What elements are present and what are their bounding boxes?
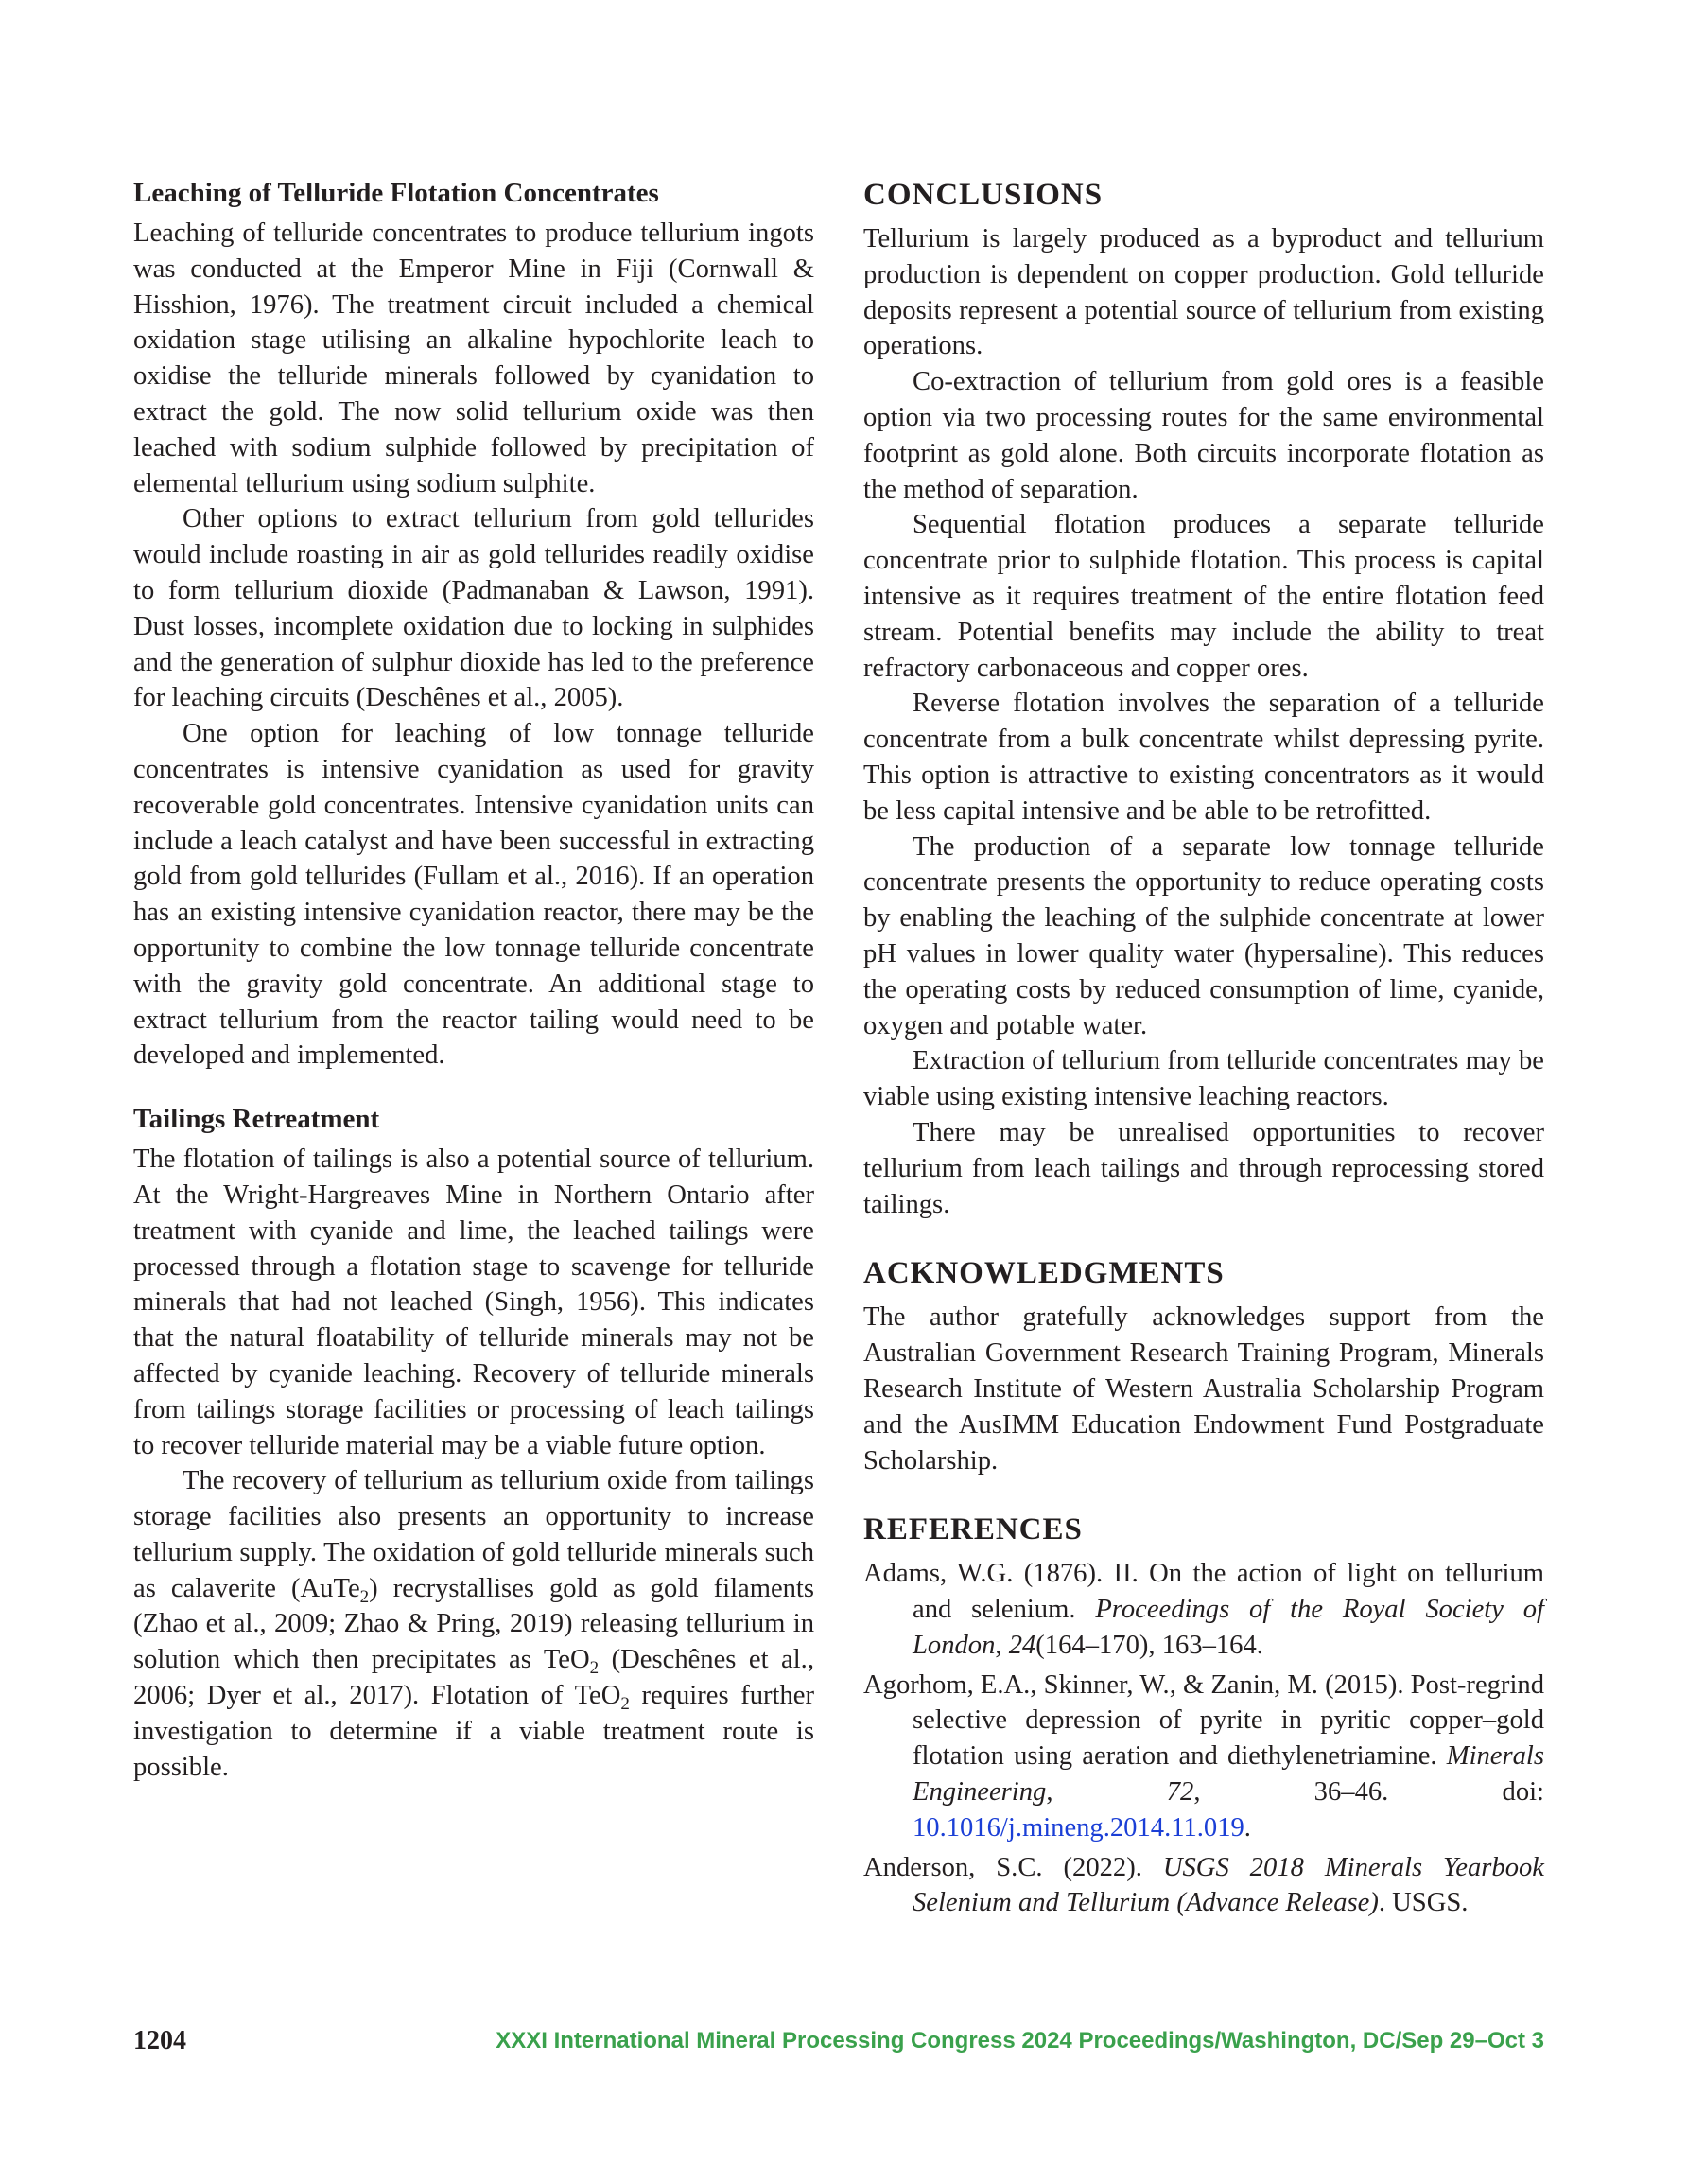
paragraph: Extraction of tellurium from telluride concentrates may be viable using existing intensive leaching reactors.	[863, 1046, 1544, 1112]
paragraph: Tellurium is largely produced as a byproduct and tellurium production is dependent on copper production. Gold telluride deposits represent a potential source of tellurium from existing operations.	[863, 224, 1544, 361]
doi-link[interactable]: 10.1016/j.mineng.2014.11.019	[913, 1812, 1244, 1843]
paragraph: Sequential flotation produces a separate telluride concentrate prior to sulphide flotation. This process is capital intensive as it requires treatment of the entire flotation feed stream. Potential benefits may include the ability to treat refractory carbonaceous and copper ores.	[863, 510, 1544, 683]
subscript: 2	[589, 1658, 600, 1679]
page-number: 1204	[133, 2026, 186, 2055]
paragraph: Reverse flotation involves the separation of a telluride concentrate from a bulk concentrate whilst depressing pyrite. This option is attractive to existing concentrators as it would be less capital intensive and be able to be retrofitted.	[863, 689, 1544, 826]
paragraph: There may be unrealised opportunities to recover tellurium from leach tailings and through reprocessing stored tailings.	[863, 1117, 1544, 1219]
acknowledgments-heading: ACKNOWLEDGMENTS	[863, 1256, 1225, 1291]
right-column	[863, 176, 1544, 1925]
paragraph: One option for leaching of low tonnage telluride concentrates is intensive cyanidation as used for gravity recoverable gold concentrates. Intensive cyanidation units can include a leach catalyst and have been successful in extracting gold from gold tellurides (Fullam et al., 2016). If an operation has an existing intensive cyanidation reactor, there may be the opportunity to combine the low tonnage telluride concentrate with the gravity gold concentrate. An additional stage to extract tellurium from the reactor tailing would need to be developed and implemented.	[133, 719, 814, 1071]
paragraph: The recovery of tellurium as tellurium oxide from tailings storage facilities also presents an opportunity to increase tellurium supply. The oxidation of gold telluride minerals such as calaverite (AuTe$_2$) recrystallises gold as gold filaments (Zhao et al., 2009; Zhao & Pring, 2019) releasing tellurium in solution which then precipitates as TeO$_2$ (Deschênes et al., 2006; Dyer et al., 2017). Flotation of TeO$_2$ requires further investigation to determine if a viable treatment route is possible.	[133, 1466, 815, 1782]
running-title: XXXI International Mineral Processing Congress 2024 Proceedings/Washington, DC/Sep 29–Oct 3	[496, 2028, 1544, 2053]
paragraph: The production of a separate low tonnage telluride concentrate presents the opportunity to reduce operating costs by enabling the leaching of the sulphide concentrate at lower pH values in lower quality water (hypersaline). This reduces the operating costs by reduced consumption of lime, cyanide, oxygen and potable water.	[863, 831, 1544, 1040]
reference-item: Anderson, S.C. (2022). USGS 2018 Minerals Yearbook Selenium and Tellurium (Advance Release). USGS.	[863, 1852, 1544, 1918]
section-heading-leaching: Leaching of Telluride Flotation Concentrates	[133, 178, 659, 208]
subscript: 2	[620, 1694, 630, 1715]
references-heading: REFERENCES	[863, 1512, 1083, 1547]
section-heading-tailings: Tailings Retreatment	[133, 1104, 380, 1135]
reference-item: Adams, W.G. (1876). II. On the action of light on tellurium and selenium. Proceedings of the Royal Society of London, 24(164–170), 163–164.	[863, 1559, 1544, 1660]
conclusions-heading: CONCLUSIONS	[863, 178, 1104, 212]
paragraph: Co-extraction of tellurium from gold ores is a feasible option via two processing routes for the same environmental footprint as gold alone. Both circuits incorporate flotation as the method of separation.	[863, 367, 1544, 504]
page-footer	[133, 2026, 1544, 2064]
paragraph: Other options to extract tellurium from gold tellurides would include roasting in air as gold tellurides readily oxidise to form tellurium dioxide (Padmanaban & Lawson, 1991). Dust losses, incomplete oxidation due to locking in sulphides and the generation of sulphur dioxide has led to the preference for leaching circuits (Deschênes et al., 2005).	[133, 504, 814, 713]
left-column	[133, 176, 814, 1785]
paragraph: The author gratefully acknowledges support from the Australian Government Research Training Program, Minerals Research Institute of Western Australia Scholarship Program and the AusIMM Education Endowment Fund Postgraduate Scholarship.	[863, 1302, 1544, 1476]
paragraph: Leaching of telluride concentrates to produce tellurium ingots was conducted at the Emperor Mine in Fiji (Cornwall & Hisshion, 1976). The treatment circuit included a chemical oxidation stage utilising an alkaline hypochlorite leach to oxidise the telluride minerals followed by cyanidation to extract the gold. The now solid tellurium oxide was then leached with sodium sulphide followed by precipitation of elemental tellurium using sodium sulphite.	[133, 218, 814, 498]
reference-item: Agorhom, E.A., Skinner, W., & Zanin, M. (2015). Post-regrind selective depression of pyrite in pyritic copper–gold flotation using aeration and diethylenetriamine. Minerals Engineering, 72, 36–46. doi: 10.1016/j.mineng.2014.11.019.	[863, 1669, 1544, 1843]
paragraph: The flotation of tailings is also a potential source of tellurium. At the Wright-Hargreaves Mine in Northern Ontario after treatment with cyanide and lime, the leached tailings were processed through a flotation stage to scavenge for telluride minerals that had not leached (Singh, 1956). This indicates that the natural floatability of telluride minerals may not be affected by cyanide leaching. Recovery of telluride minerals from tailings storage facilities or processing of leach tailings to recover telluride material may be a viable future option.	[133, 1144, 814, 1460]
subscript: 2	[359, 1586, 370, 1607]
